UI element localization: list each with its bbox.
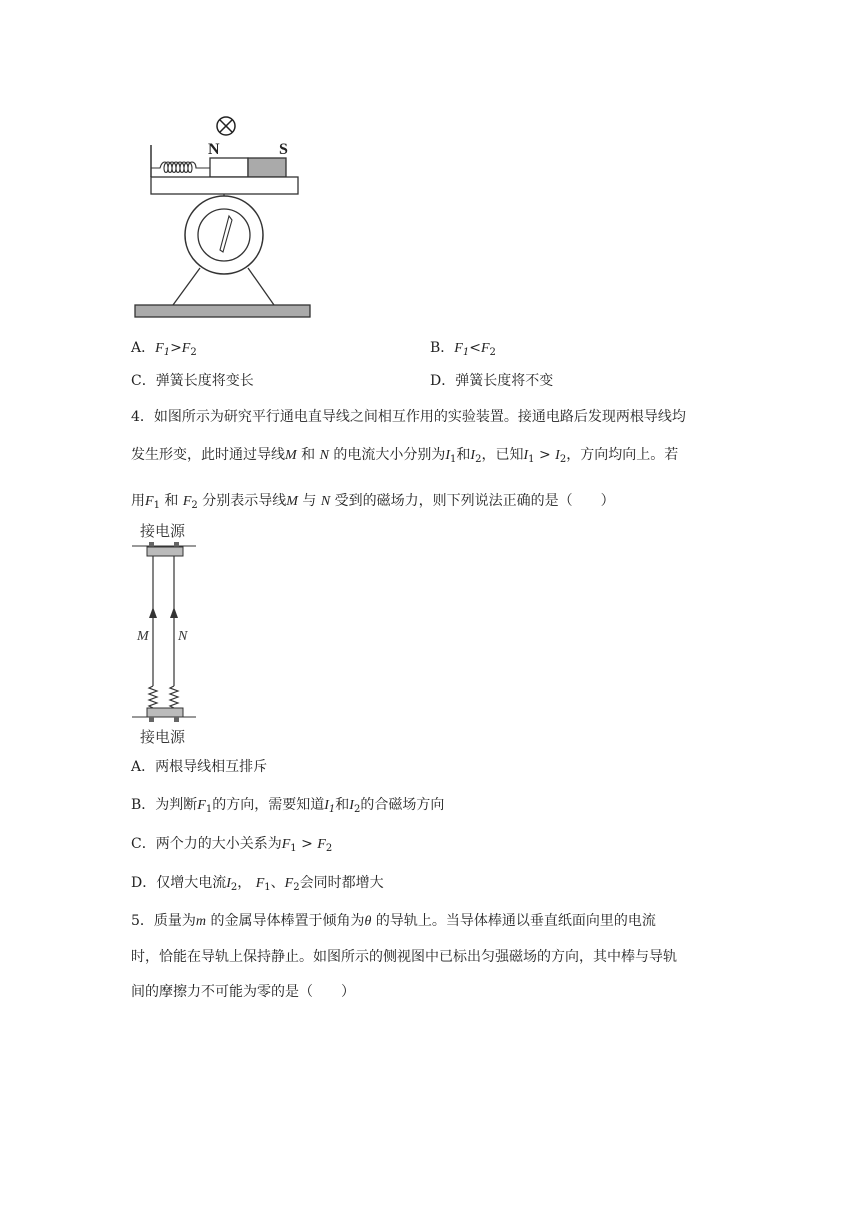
subscript: 1 [264,882,271,893]
subscript: 1 [528,454,535,465]
force-symbol: F [145,494,154,509]
subscript: 2 [353,804,361,815]
comparison-operator: > [534,447,556,463]
text-segment: 会同时都增大 [299,875,384,891]
spring-m [149,686,157,708]
force-symbol: F [284,876,294,891]
subscript: 2 [489,347,496,358]
subscript: 1 [450,454,457,465]
option-a-label: A． [131,340,156,356]
subscript: 1 [462,347,470,358]
current-symbol: I [349,798,354,813]
wire-m-symbol: M [285,448,297,463]
current-symbol: I [523,448,529,463]
q3-option-a[interactable] [131,337,197,357]
q4-option-a[interactable]: A．两根导线相互排斥 [131,759,268,775]
q5-stem-line2: 时，恰能在导轨上保持静止。如图所示的侧视图中已标出匀强磁场的方向，其中棒与导轨 [131,949,677,965]
parallel-wires-figure [128,520,208,748]
text-segment: 的金属导体棒置于倾角为 [210,913,365,929]
subscript: 1 [205,804,213,815]
text-segment: 和 [335,797,350,813]
scale-magnet-figure [128,112,318,324]
text-segment: 和 [456,447,471,463]
mass-symbol: m [195,914,207,929]
south-pole-label: S [279,141,288,158]
current-symbol: I [445,448,451,463]
force-symbol: F [182,494,192,509]
current-symbol: I [324,798,329,813]
q5-stem-line3: 间的摩擦力不可能为零的是（ ） [131,984,355,1000]
force-symbol: F [155,341,164,356]
q4-stem-line2 [131,444,678,464]
current-arrow-m [149,607,157,618]
north-pole-label: N [208,141,220,158]
wire-n-label: N [178,629,188,644]
text-segment: 的导轨上。当导体棒通以垂直纸面向里的电流 [375,913,656,929]
comparison-operator: > [170,340,182,356]
force-symbol: F [197,798,206,813]
force-symbol: F [181,341,191,356]
scale-base [135,305,310,317]
current-into-page-icon [217,117,235,135]
force-symbol: F [480,341,490,356]
wire-m-label: M [137,629,149,644]
subscript: 1 [290,843,297,854]
text-segment: 发生形变，此时通过导线 [131,447,285,463]
subscript: 2 [475,454,482,465]
force-symbol: F [454,341,463,356]
text-segment: 、 [270,875,285,891]
wire-n-symbol: N [319,448,329,463]
text-segment: 和 [301,447,316,463]
text-segment: ， [237,875,252,891]
subscript: 2 [325,843,333,854]
text-segment: ，方向均向上。若 [566,447,679,463]
magnet-north [210,158,248,177]
spring [151,162,210,173]
text-segment: 和 [164,493,179,509]
magnet-south [248,158,286,177]
subscript: 2 [190,347,197,358]
text-segment: 的电流大小分别为 [333,447,446,463]
text-segment: C．两个力的大小关系为 [131,836,282,852]
text-segment: B．为判断 [131,797,198,813]
current-arrow-n [170,607,178,618]
q4-stem-line3 [131,490,615,510]
comparison-operator: < [469,340,481,356]
subscript: 2 [230,882,238,893]
q4-option-c[interactable] [131,833,332,853]
current-symbol: I [555,448,560,463]
spring-n [170,686,178,708]
wire-m-symbol: M [286,494,298,509]
subscript: 2 [559,454,567,465]
subscript: 1 [153,500,160,511]
force-symbol: F [317,837,326,852]
q3-option-d[interactable]: D．弹簧长度将不变 [430,373,554,389]
text-segment: 受到的磁场力，则下列说法正确的是（ ） [334,493,615,509]
angle-symbol: θ [364,914,372,929]
q5-stem-line1 [131,910,656,930]
current-symbol: I [470,448,476,463]
subscript: 2 [191,500,198,511]
q4-stem-line1: 4．如图所示为研究平行通电直导线之间相互作用的实验装置。接通电路后发现两根导线均 [131,409,686,425]
subscript: 2 [293,882,300,893]
text-segment: 5．质量为 [131,913,196,929]
q4-option-b[interactable] [131,794,444,814]
q4-option-d[interactable] [131,872,384,892]
current-symbol: I [226,876,231,891]
text-segment: 与 [302,493,317,509]
bottom-clamp [147,708,183,717]
text-segment: ，已知 [481,447,524,463]
scale-platform [151,177,298,194]
text-segment: 用 [131,493,145,509]
q3-option-c[interactable]: C．弹簧长度将变长 [131,373,254,389]
text-segment: D．仅增大电流 [131,875,227,891]
subscript: 1 [328,804,336,815]
wire-n-symbol: N [320,494,331,509]
option-b-label: B． [430,340,455,356]
subscript: 1 [163,347,171,358]
text-segment: 的合磁场方向 [360,797,445,813]
text-segment: 分别表示导线 [202,493,287,509]
text-segment: 的方向，需要知道 [212,797,325,813]
top-power-label: 接电源 [140,524,186,540]
comparison-operator: > [296,836,318,852]
force-symbol: F [281,837,291,852]
q3-option-b[interactable] [430,337,496,357]
top-clamp [147,547,183,556]
bottom-power-label: 接电源 [140,730,186,746]
force-symbol: F [255,876,265,891]
